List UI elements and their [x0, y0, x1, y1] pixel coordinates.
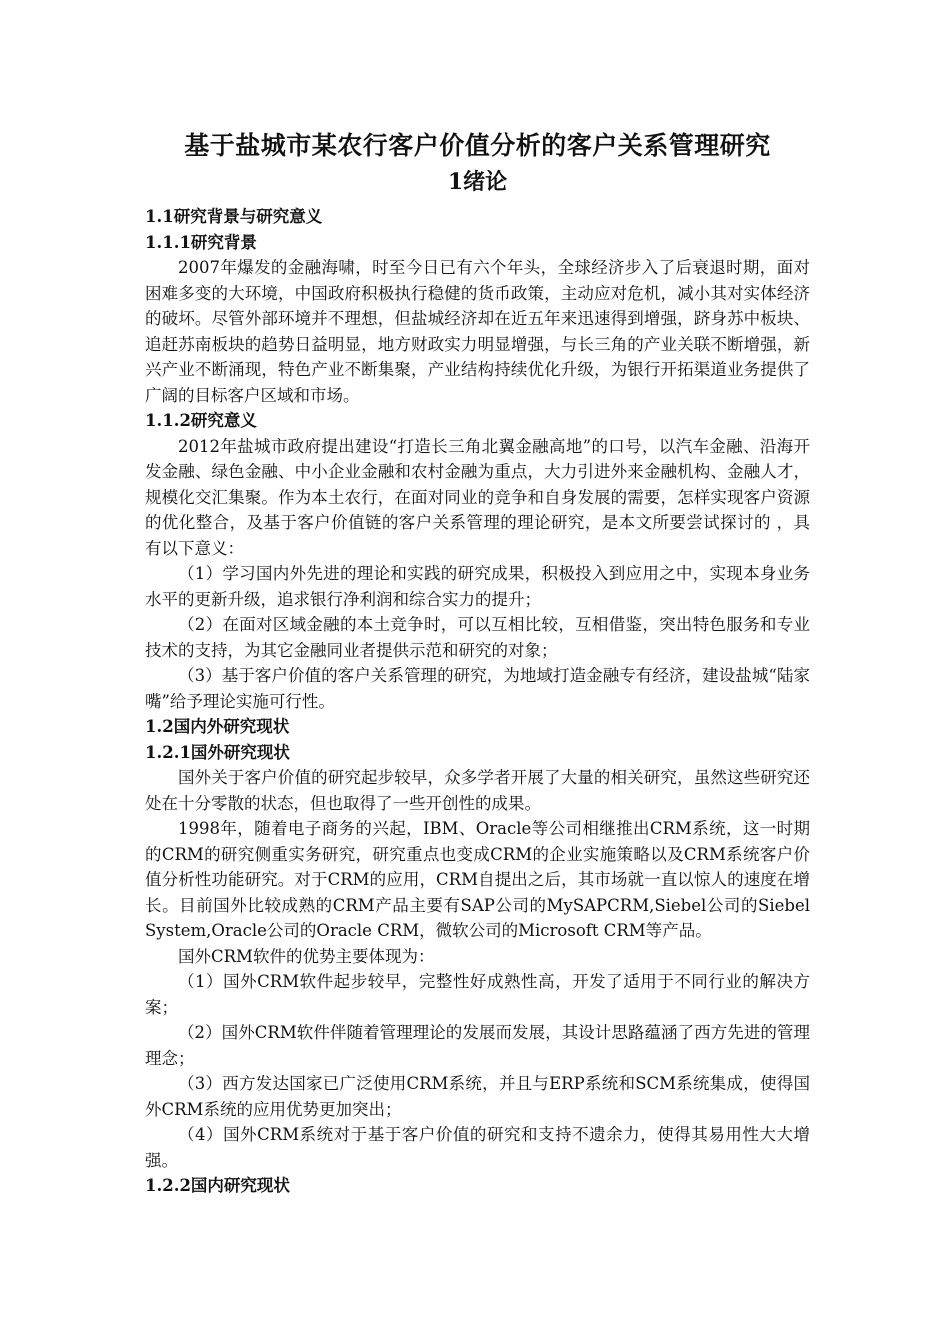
advantage-item-2: （2）国外CRM软件伴随着管理理论的发展而发展，其设计思路蕴涵了西方先进的管理理念；	[145, 1023, 810, 1068]
document-title: 基于盐城市某农行客户价值分析的客户关系管理研究	[184, 131, 771, 160]
paragraph-significance: 2012年盐城市政府提出建设“打造长三角北翼金融高地”的口号，以汽车金融、沿海开发金融、绿色金融、中小企业金融和农村金融为重点，大力引进外来金融机构、金融人才，规模化交汇集聚。作为本土农行，在面对同业的竞争和自身发展的需要，怎样实现客户资源的优化整合，及基于客户价值链的客户关系管理的理论研究，是本文所要尝试探讨的 ，具有以下意义：	[145, 436, 810, 558]
advantage-item-1: （1）国外CRM软件起步较早，完整性好成熟性高，开发了适用于不同行业的解决方案；	[145, 972, 810, 1017]
significance-item-2: （2）在面对区域金融的本土竞争时，可以互相比较，互相借鉴，突出特色服务和专业技术的支持，为其它金融同业者提供示范和研究的对象；	[145, 615, 810, 660]
paragraph-foreign-3: 国外CRM软件的优势主要体现为：	[178, 946, 435, 966]
section-heading-1-2: 1.2国内外研究现状	[145, 717, 290, 736]
paragraph-background: 2007年爆发的金融海啸，时至今日已有六个年头，全球经济步入了后衰退时期，面对困难多变的大环境，中国政府积极执行稳健的货币政策，主动应对危机，减小其对实体经济的破坏。尽管外部环境并不理想，但盐城经济却在近五年来迅速得到增强，跻身苏中板块、追赶苏南板块的趋势日益明显，地方财政实力明显增强，与长三角的产业关联不断增强，新兴产业不断涌现，特色产业不断集聚，产业结构持续优化升级，为银行开拓渠道业务提供了广阔的目标客户区域和市场。	[145, 258, 810, 405]
section-heading-1-1: 1.1研究背景与研究意义	[145, 207, 323, 226]
section-heading-1-1-2: 1.1.2研究意义	[145, 411, 257, 430]
chapter-heading: 1绪论	[447, 169, 508, 195]
section-heading-1-1-1: 1.1.1研究背景	[145, 232, 257, 252]
advantage-item-3: （3）西方发达国家已广泛使用CRM系统，并且与ERP系统和SCM系统集成，使得国外CRM系统的应用优势更加突出；	[145, 1074, 810, 1119]
paragraph-foreign-1: 国外关于客户价值的研究起步较早，众多学者开展了大量的相关研究，虽然这些研究还处在十分零散的状态，但也取得了一些开创性的成果。	[145, 768, 810, 813]
paragraph-foreign-2: 1998年，随着电子商务的兴起，IBM、Oracle等公司相继推出CRM系统，这一时期的CRM的研究侧重实务研究，研究重点也变成CRM的企业实施策略以及CRM系统客户价值分析性功能研究。对于CRM的应用，CRM自提出之后，其市场就一直以惊人的速度在增长。目前国外比较成熟的CRM产品主要有SAP公司的MySAPCRM,Siebel公司的Siebel System,Oracle公司的Oracle CRM，微软公司的Microsoft CRM等产品。	[145, 819, 810, 940]
significance-item-3: （3）基于客户价值的客户关系管理的研究，为地域打造金融专有经济，建设盐城“陆家嘴”给予理论实施可行性。	[145, 666, 810, 711]
document-page	[145, 128, 810, 1199]
significance-item-1: （1）学习国内外先进的理论和实践的研究成果，积极投入到应用之中，实现本身业务水平的更新升级，追求银行净利润和综合实力的提升；	[145, 564, 810, 609]
section-heading-1-2-2: 1.2.2国内研究现状	[145, 1176, 290, 1195]
advantage-item-4: （4）国外CRM系统对于基于客户价值的研究和支持不遗余力，使得其易用性大大增强。	[145, 1125, 810, 1170]
section-heading-1-2-1: 1.2.1国外研究现状	[145, 742, 290, 762]
